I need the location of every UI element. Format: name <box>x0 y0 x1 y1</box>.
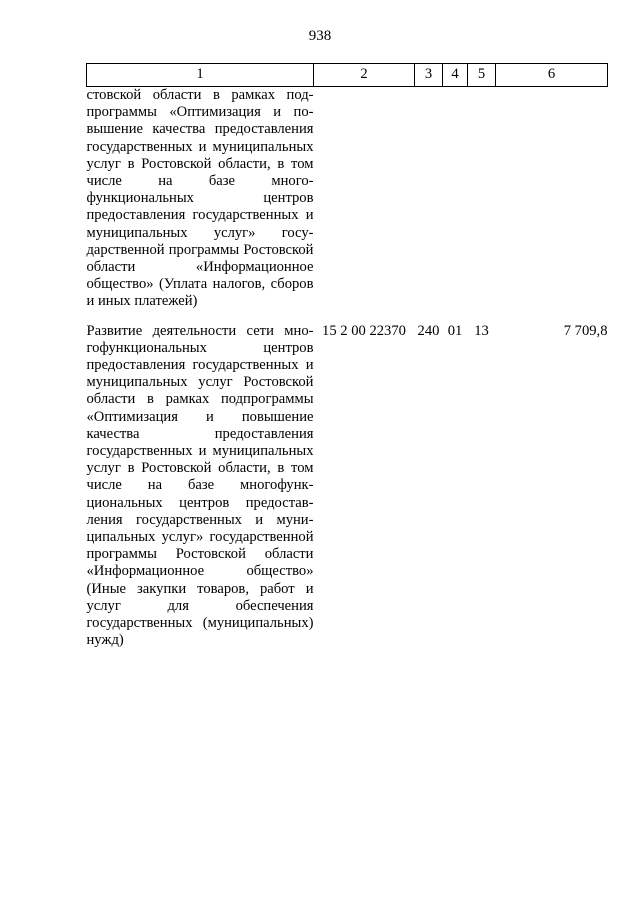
header-col-4: 4 <box>443 64 468 87</box>
table-row <box>87 87 608 323</box>
row-expense-type <box>415 87 443 323</box>
header-col-5: 5 <box>468 64 496 87</box>
header-col-3: 3 <box>415 64 443 87</box>
row-description: стовской области в рамках подпрограммы «Оптимизация и повышение качества предоставления государственных и муниципальных услуг в Ростовской области, в том числе на базе многофункциональных центров предоставления государственных и муниципальных услуг» государственной программы Ростовской области «Информационное общество» (Уплата налогов, сборов и иных платежей) <box>86 87 314 310</box>
row-amount: 7 709,8 <box>563 322 608 339</box>
header-col-1: 1 <box>87 64 314 87</box>
budget-table <box>86 63 608 650</box>
row-subsection <box>468 87 496 323</box>
row-description: Развитие деятельности сети многофункциональных центров предоставления государственных и муниципальных услуг Ростовской области в рамках подпрограммы «Оптимизация и повышение качества предоставления государственных и муниципальных услуг в Ростовской области, в том числе на базе многофункциональных центров предоставления государственных и муниципальных услуг» государственной программы Ростовской области «Информационное общество» (Иные закупки товаров, работ и услуг для обеспечения государственных (муниципальных) нужд) <box>86 322 314 649</box>
table-row <box>87 323 608 650</box>
header-col-6: 6 <box>496 64 608 87</box>
row-section: 01 <box>447 322 463 339</box>
row-target-code: 15 2 00 22370 <box>322 322 406 339</box>
row-section <box>443 87 468 323</box>
table-header-row <box>87 64 608 87</box>
row-expense-type: 240 <box>417 322 440 339</box>
row-target-code <box>314 87 415 323</box>
row-amount <box>496 87 608 323</box>
row-subsection: 13 <box>474 322 489 339</box>
header-col-2: 2 <box>314 64 415 87</box>
page-number: 938 <box>308 28 332 44</box>
